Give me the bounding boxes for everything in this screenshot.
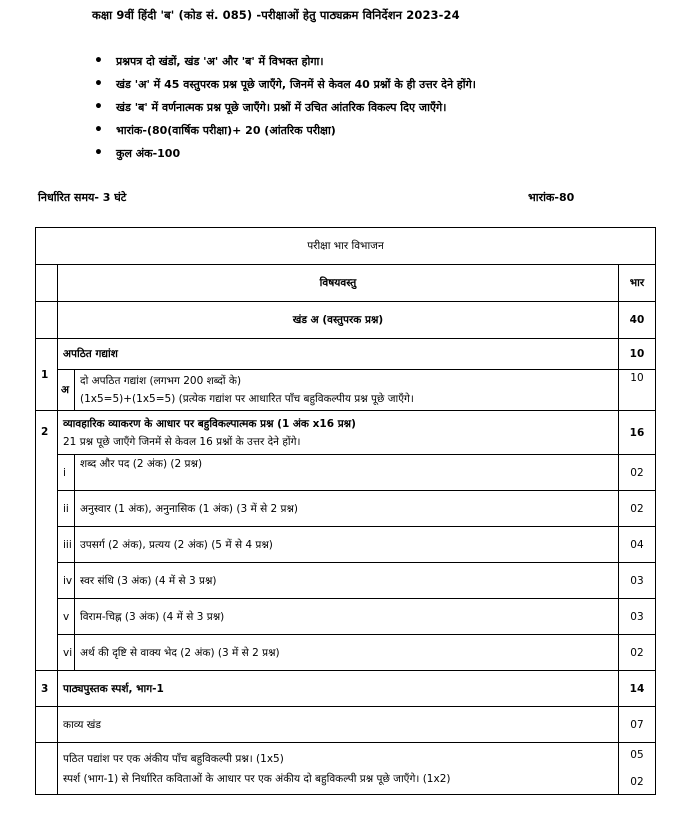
question-marks: 16 — [618, 411, 655, 455]
document-title: कक्षा 9वीं हिंदी 'ब' (कोड सं. 085) -परीक्षाओं हेतु पाठ्यक्रम विनिर्देशन 2023-24 — [92, 8, 460, 22]
item-text: स्वर संधि (3 अंक) (4 में से 3 प्रश्न) — [75, 563, 619, 599]
sub-line: (1x5=5)+(1x5=5) (प्रत्येक गद्यांश पर आधारित पाँच बहुविकल्पीय प्रश्न पूछे जाएँगे। — [80, 393, 414, 405]
item-roman: i — [58, 455, 75, 491]
item-roman: v — [58, 599, 75, 635]
time-allowed: निर्धारित समय- 3 घंटे — [38, 191, 127, 204]
kavya-line: पठित पद्यांश पर एक अंकीय पाँच बहुविकल्पी प्रश्न। (1x5) — [63, 752, 284, 765]
item-roman: iii — [58, 527, 75, 563]
instruction-item: • खंड 'ब' में वर्णनात्मक प्रश्न पूछे जाएँगे। प्रश्नों में उचित आंतरिक विकल्प दिए जाएँगे। — [92, 96, 476, 119]
item-roman: iv — [58, 563, 75, 599]
total-marks: भारांक-80 — [528, 191, 575, 204]
kavya-details — [58, 743, 619, 795]
item-marks: 03 — [618, 599, 655, 635]
item-text: अनुस्वार (1 अंक), अनुनासिक (1 अंक) (3 में से 2 प्रश्न) — [75, 491, 619, 527]
question-marks: 14 — [618, 671, 655, 707]
item-marks: 04 — [618, 527, 655, 563]
question-marks: 10 — [618, 339, 655, 370]
item-text: शब्द और पद (2 अंक) (2 प्रश्न) — [75, 455, 619, 491]
item-roman: ii — [58, 491, 75, 527]
item-text: अर्थ की दृष्टि से वाक्य भेद (2 अंक) (3 में से 2 प्रश्न) — [75, 635, 619, 671]
question-note: 21 प्रश्न पूछे जाएँगे जिनमें से केवल 16 प्रश्नों के उत्तर देने होंगे। — [63, 435, 301, 448]
instruction-item: • खंड 'अ' में 45 वस्तुपरक प्रश्न पूछे जाएँगे, जिनमें से केवल 40 प्रश्नों के ही उत्तर देने होंगे। — [92, 73, 476, 96]
sub-label: अ — [58, 370, 75, 411]
question-number: 2 — [36, 411, 58, 671]
sub-marks: 10 — [618, 370, 655, 411]
item-roman: vi — [58, 635, 75, 671]
sub-description — [75, 370, 619, 411]
instruction-item: • कुल अंक-100 — [92, 142, 476, 165]
sub-line: दो अपठित गद्यांश (लगभग 200 शब्दों के) — [80, 375, 242, 387]
item-text: विराम-चिह्न (3 अंक) (4 में से 3 प्रश्न) — [75, 599, 619, 635]
instruction-list — [92, 50, 476, 165]
table-title: परीक्षा भार विभाजन — [36, 228, 656, 265]
question-number: 1 — [36, 339, 58, 411]
column-header-subject: विषयवस्तु — [58, 265, 619, 302]
item-marks: 03 — [618, 563, 655, 599]
item-marks: 02 — [618, 455, 655, 491]
section-a-marks: 40 — [618, 302, 655, 339]
question-title: व्यावहारिक व्याकरण के आधार पर बहुविकल्पात्मक प्रश्न (1 अंक x16 प्रश्न) — [63, 417, 356, 430]
question-title: पाठ्यपुस्तक स्पर्श, भाग-1 — [58, 671, 619, 707]
question-title: अपठित गद्यांश — [58, 339, 619, 370]
instruction-item: • प्रश्नपत्र दो खंडों, खंड 'अ' और 'ब' में विभक्त होगा। — [92, 50, 476, 73]
column-header-weight: भार — [618, 265, 655, 302]
kavya-khand-marks: 07 — [618, 707, 655, 743]
marks-distribution-table — [35, 227, 656, 795]
kavya-line-mark: 05 — [630, 749, 644, 761]
item-marks: 02 — [618, 635, 655, 671]
kavya-line: स्पर्श (भाग-1) से निर्धारित कविताओं के आधार पर एक अंकीय दो बहुविकल्पी प्रश्न पूछे जाएँगे। (1x2) — [63, 772, 451, 785]
question-title-block — [58, 411, 619, 455]
instruction-item: • भारांक-(80(वार्षिक परीक्षा)+ 20 (आंतरिक परीक्षा) — [92, 119, 476, 142]
question-number: 3 — [36, 671, 58, 707]
kavya-line-mark: 02 — [630, 776, 644, 788]
item-text: उपसर्ग (2 अंक), प्रत्यय (2 अंक) (5 में से 4 प्रश्न) — [75, 527, 619, 563]
item-marks: 02 — [618, 491, 655, 527]
kavya-khand-label: काव्य खंड — [58, 707, 619, 743]
kavya-line-marks — [618, 743, 655, 795]
section-a-heading: खंड अ (वस्तुपरक प्रश्न) — [58, 302, 619, 339]
